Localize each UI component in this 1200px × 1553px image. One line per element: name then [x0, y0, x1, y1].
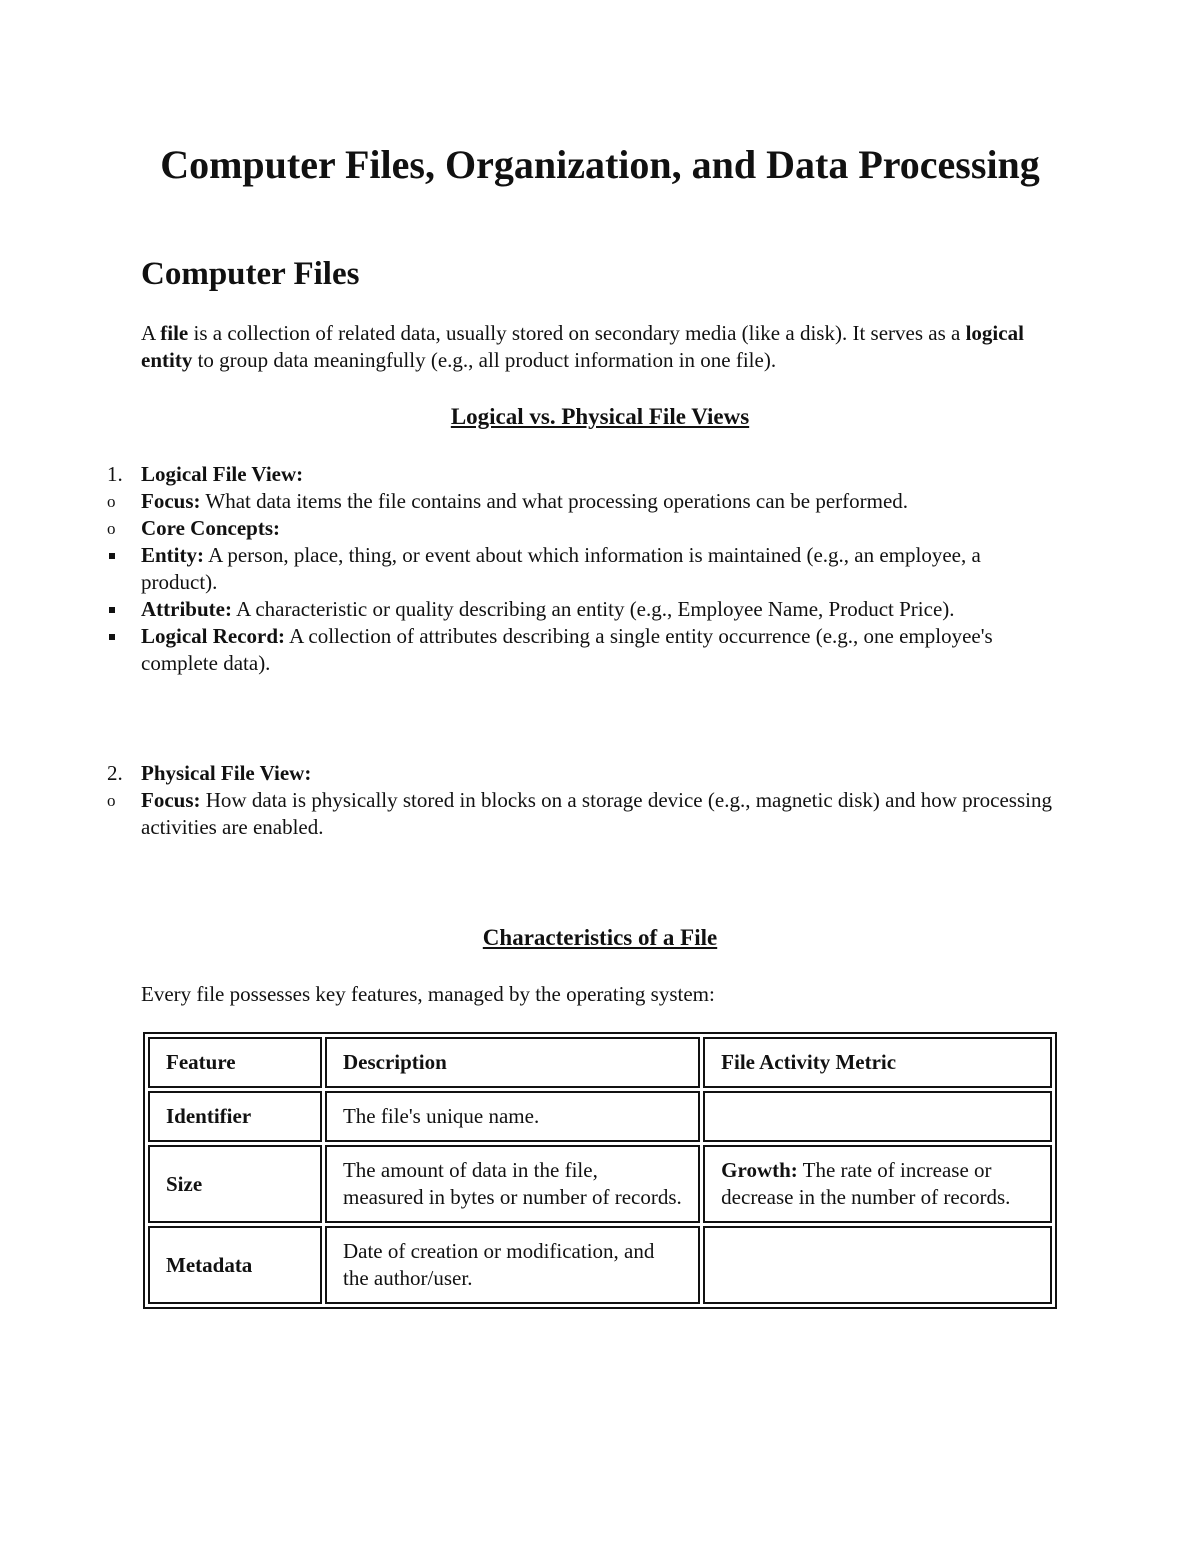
table-cell-feature: Metadata — [148, 1226, 322, 1304]
square-bullet-icon — [109, 553, 115, 559]
table-cell-description: The amount of data in the file, measured in bytes or number of records. — [325, 1145, 700, 1223]
list-number: 2. — [107, 761, 123, 785]
document-title: Computer Files, Organization, and Data Processing — [160, 142, 1040, 187]
section-heading: Computer Files — [141, 256, 360, 292]
table-cell-description: Date of creation or modification, and the author/user. — [325, 1226, 700, 1304]
logical-record-label: Logical Record: — [141, 624, 286, 648]
circle-bullet: o — [107, 492, 116, 511]
list-item-entity — [0, 542, 1100, 596]
entity-label: Entity: — [141, 543, 204, 567]
table-row — [148, 1145, 1052, 1223]
table-header-cell: Feature — [148, 1037, 322, 1088]
characteristics-subheading: Characteristics of a File — [482, 925, 718, 950]
list-item-core-concepts — [0, 515, 1100, 542]
list-item-focus — [0, 488, 1100, 515]
table-row — [148, 1226, 1052, 1304]
focus-text: What data items the file contains and what processing operations can be performed. — [200, 489, 909, 513]
table-header-row — [148, 1037, 1052, 1088]
list-item-logical-view — [0, 461, 1100, 488]
metric-text: The rate of increase or decrease in the number of records. — [721, 1158, 1011, 1209]
focus-label: Focus: — [141, 788, 201, 812]
metric-label: Growth: — [721, 1158, 798, 1182]
characteristics-intro: Every file possesses key features, managed by the operating system: — [141, 982, 715, 1006]
table-cell-description: The file's unique name. — [325, 1091, 700, 1142]
list-item-attribute — [0, 596, 1100, 623]
circle-bullet: o — [107, 791, 116, 810]
core-concepts-label: Core Concepts: — [141, 516, 281, 540]
table-cell-metric — [703, 1145, 1052, 1223]
list-item-label: Physical File View: — [141, 761, 312, 785]
list-item-label: Logical File View: — [141, 462, 304, 486]
intro-paragraph — [141, 320, 1061, 374]
list-number: 1. — [107, 462, 123, 486]
circle-bullet: o — [107, 519, 116, 538]
focus-text: How data is physically stored in blocks on a storage device (e.g., magnetic disk) and how processing activities are enabled. — [141, 788, 1052, 839]
table-cell-metric — [703, 1226, 1052, 1304]
table-row — [148, 1091, 1052, 1142]
focus-label: Focus: — [141, 489, 201, 513]
square-bullet-icon — [109, 607, 115, 613]
table-cell-feature: Size — [148, 1145, 322, 1223]
intro-text: A — [141, 321, 161, 345]
intro-bold-term: file — [160, 321, 189, 345]
table-cell-feature: Identifier — [148, 1091, 322, 1142]
characteristics-table — [143, 1032, 1057, 1309]
intro-text: to group data meaningfully (e.g., all product information in one file). — [192, 348, 777, 372]
views-subheading: Logical vs. Physical File Views — [450, 404, 750, 429]
entity-text: A person, place, thing, or event about which information is maintained (e.g., an employee, a product). — [141, 543, 981, 594]
intro-text: is a collection of related data, usually stored on secondary media (like a disk). It serves as a — [188, 321, 966, 345]
table-header-cell: File Activity Metric — [703, 1037, 1052, 1088]
list-item-focus — [0, 787, 1100, 841]
table-cell-metric — [703, 1091, 1052, 1142]
square-bullet-icon — [109, 634, 115, 640]
list-item-physical-view — [0, 760, 1100, 787]
attribute-label: Attribute: — [141, 597, 232, 621]
attribute-text: A characteristic or quality describing an entity (e.g., Employee Name, Product Price). — [231, 597, 955, 621]
list-item-logical-record — [0, 623, 1100, 677]
intro-bold-term: logical entity — [141, 321, 1024, 372]
logical-record-text: A collection of attributes describing a single entity occurrence (e.g., one employee's complete data). — [141, 624, 993, 675]
table-header-cell: Description — [325, 1037, 700, 1088]
